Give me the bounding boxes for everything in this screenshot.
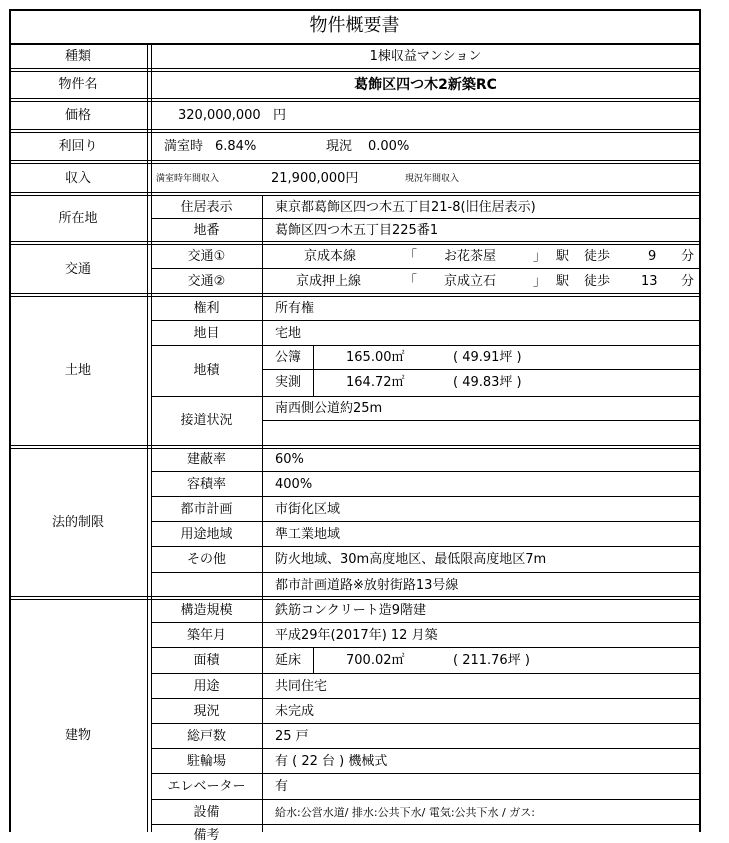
legal-label: 法的制限: [51, 515, 104, 530]
building-area-label: 面積: [193, 653, 220, 668]
transport-2-close: 」: [533, 274, 547, 289]
units-label: 総戸数: [186, 729, 226, 744]
built-value: 平成29年(2017年) 12 月築: [275, 628, 438, 643]
building-label: 建物: [64, 728, 91, 743]
transport-1-unit: 分: [681, 249, 695, 264]
land-category-label: 地目: [193, 326, 220, 341]
zone-label: 用途地域: [180, 527, 233, 542]
land-registry-tsubo: ( 49.91坪 ): [453, 350, 522, 365]
floor-area-value: 700.02㎡: [346, 653, 405, 668]
land-registry-label: 公簿: [275, 350, 302, 365]
price-label: 価格: [64, 108, 91, 123]
legal-other-value-2: 都市計画道路※放射街路13号線: [275, 578, 459, 593]
income-current-label: 現況年間収入: [405, 174, 460, 184]
facility-value: 給水:公営水道/ 排水:公共下水/ 電気:公共下水 / ガス:: [275, 806, 535, 819]
coverage-label: 建蔽率: [186, 452, 226, 467]
yield-label: 利回り: [58, 139, 98, 154]
legal-other-label: その他: [186, 552, 226, 567]
floor-area-tsubo: ( 211.76坪 ): [453, 653, 530, 668]
remarks-label: 備考: [193, 828, 220, 843]
address-value: 東京都葛飾区四つ木五丁目21-8(旧住居表示): [275, 200, 536, 215]
transport-1-label: 交通①: [187, 249, 226, 264]
coverage-value: 60%: [275, 452, 304, 467]
yield-current-label: 現況: [326, 139, 353, 154]
structure-value: 鉄筋コンクリート造9階建: [275, 603, 427, 618]
income-label: 収入: [64, 171, 91, 186]
city-plan-label: 都市計画: [180, 502, 233, 517]
type-label: 種類: [64, 49, 91, 64]
transport-1-walk: 徒歩: [584, 249, 611, 264]
yield-full-value: 6.84%: [215, 139, 257, 154]
land-measured-tsubo: ( 49.83坪 ): [453, 375, 522, 390]
facility-label: 設備: [193, 805, 220, 820]
land-measured-area: 164.72㎡: [346, 375, 405, 390]
transport-1-open: 「: [404, 249, 418, 264]
transport-label: 交通: [64, 262, 91, 277]
transport-2-walk: 徒歩: [584, 274, 611, 289]
bike-parking-label: 駐輪場: [186, 754, 226, 769]
lot-label: 地番: [193, 223, 220, 238]
land-label: 土地: [64, 363, 91, 378]
legal-other-value-1: 防火地域、30m高度地区、最低限高度地区7m: [275, 552, 547, 567]
transport-2-minutes: 13: [641, 274, 658, 289]
price-unit: 円: [273, 108, 287, 123]
transport-2-unit: 分: [681, 274, 695, 289]
transport-2-eki: 駅: [556, 274, 570, 289]
location-label: 所在地: [58, 211, 98, 226]
type-value: 1棟収益マンション: [369, 49, 482, 64]
building-status-value: 未完成: [275, 704, 315, 719]
yield-current-value: 0.00%: [368, 139, 410, 154]
transport-1-close: 」: [533, 249, 547, 264]
income-full-label: 満室時年間収入: [156, 174, 220, 184]
price-value: 320,000,000: [178, 108, 261, 123]
floor-area-label: 延床: [275, 653, 302, 668]
built-label: 築年月: [186, 628, 226, 643]
income-full-value: 21,900,000円: [271, 171, 359, 186]
land-road-value: 南西側公道約25m: [275, 401, 383, 416]
building-status-label: 現況: [193, 704, 220, 719]
land-area-label: 地積: [193, 363, 220, 378]
use-label: 用途: [193, 679, 220, 694]
land-rights-value: 所有権: [275, 301, 315, 316]
transport-1-station: お花茶屋: [444, 249, 497, 264]
land-road-label: 接道状況: [180, 413, 233, 428]
transport-2-label: 交通②: [187, 274, 226, 289]
lot-value: 葛飾区四つ木五丁目225番1: [275, 223, 439, 238]
land-measured-label: 実測: [275, 375, 302, 390]
far-label: 容積率: [186, 477, 226, 492]
yield-full-label: 満室時: [164, 139, 204, 154]
bike-parking-value: 有 ( 22 台 ) 機械式: [275, 754, 388, 769]
name-label: 物件名: [58, 77, 98, 92]
page-title: 物件概要書: [309, 15, 400, 36]
transport-1-minutes: 9: [648, 249, 657, 264]
transport-2-open: 「: [404, 274, 418, 289]
use-value: 共同住宅: [275, 679, 328, 694]
elevator-value: 有: [275, 779, 289, 794]
units-value: 25 戸: [275, 729, 309, 744]
transport-2-line: 京成押上線: [296, 274, 362, 289]
transport-2-station: 京成立石: [444, 274, 497, 289]
land-category-value: 宅地: [275, 326, 302, 341]
city-plan-value: 市街化区域: [275, 502, 341, 517]
property-name-value: 葛飾区四つ木2新築RC: [354, 77, 497, 93]
far-value: 400%: [275, 477, 313, 492]
structure-label: 構造規模: [180, 603, 233, 618]
address-label: 住居表示: [180, 200, 233, 215]
zone-value: 準工業地域: [275, 527, 341, 542]
transport-1-line: 京成本線: [304, 249, 357, 264]
transport-1-eki: 駅: [556, 249, 570, 264]
elevator-label: エレベーター: [167, 779, 246, 794]
land-rights-label: 権利: [193, 301, 220, 316]
land-registry-area: 165.00㎡: [346, 350, 405, 365]
